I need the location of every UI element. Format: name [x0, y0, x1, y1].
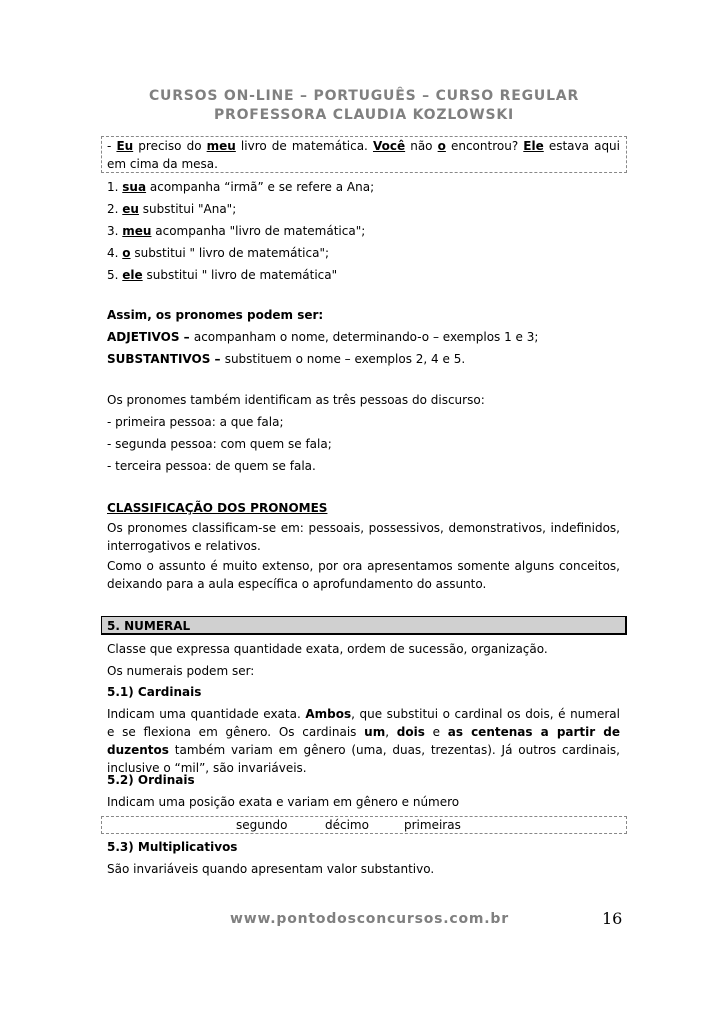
ordinais-title: 5.2) Ordinais — [107, 773, 195, 787]
numeral-types-intro: Os numerais podem ser: — [107, 664, 255, 678]
ordinais-text: Indicam uma posição exata e variam em gênero e número — [107, 795, 460, 809]
cardinais-text: Indicam uma quantidade exata. Ambos, que substitui o cardinal os dois, é numeral e se flexiona em gênero. Os cardinais um, dois e as centenas a partir de duzentos também variam em gênero (uma, duas, trezentas). Já outros cardinais, inclusive o “mil”, são invariáveis. — [107, 707, 621, 775]
header-subtitle: PROFESSORA CLAUDIA KOZLOWSKI — [213, 107, 515, 123]
footer-url: www.pontodosconcursos.com.br — [230, 911, 509, 927]
classificacao-para1: Os pronomes classificam-se em: pessoais, possessivos, demonstrativos, indefinidos, interrogativos e relativos. — [107, 521, 620, 553]
numeral-heading: 5. NUMERAL — [107, 619, 191, 633]
ordinal-example: primeiras — [404, 818, 461, 832]
list-item: 1. sua acompanha “irmã” e se refere a Ana; — [107, 180, 375, 194]
substantivos-line: SUBSTANTIVOS – substituem o nome – exemplos 2, 4 e 5. — [107, 352, 466, 366]
example-sentence: - Eu preciso do meu livro de matemática. Você não o encontrou? Ele estava aqui em cima da mesa. — [107, 139, 620, 171]
pessoa-item: - terceira pessoa: de quem se fala. — [107, 459, 316, 473]
pessoas-intro: Os pronomes também identificam as três pessoas do discurso: — [107, 393, 485, 407]
cardinais-title: 5.1) Cardinais — [107, 685, 202, 699]
classificacao-para2: Como o assunto é muito extenso, por ora apresentamos somente alguns conceitos, deixando para a aula específica o aprofundamento do assunto. — [107, 559, 620, 591]
pessoa-item: - primeira pessoa: a que fala; — [107, 415, 284, 429]
pronomes-intro: Assim, os pronomes podem ser: — [107, 308, 324, 322]
header-title: CURSOS ON-LINE – PORTUGUÊS – CURSO REGULAR — [148, 88, 580, 104]
adjetivos-line: ADJETIVOS – acompanham o nome, determinando-o – exemplos 1 e 3; — [107, 330, 539, 344]
classificacao-title: CLASSIFICAÇÃO DOS PRONOMES — [107, 501, 328, 515]
ordinal-example: décimo — [325, 818, 369, 832]
page-number: 16 — [602, 909, 623, 928]
list-item: 2. eu substitui "Ana"; — [107, 202, 237, 216]
numeral-definition: Classe que expressa quantidade exata, ordem de sucessão, organização. — [107, 642, 548, 656]
list-item: 3. meu acompanha "livro de matemática"; — [107, 224, 366, 238]
list-item: 5. ele substitui " livro de matemática" — [107, 268, 338, 282]
multiplicativos-text: São invariáveis quando apresentam valor substantivo. — [107, 862, 435, 876]
pessoa-item: - segunda pessoa: com quem se fala; — [107, 437, 332, 451]
ordinal-example: segundo — [236, 818, 288, 832]
list-item: 4. o substitui " livro de matemática"; — [107, 246, 330, 260]
multiplicativos-title: 5.3) Multiplicativos — [107, 840, 238, 854]
